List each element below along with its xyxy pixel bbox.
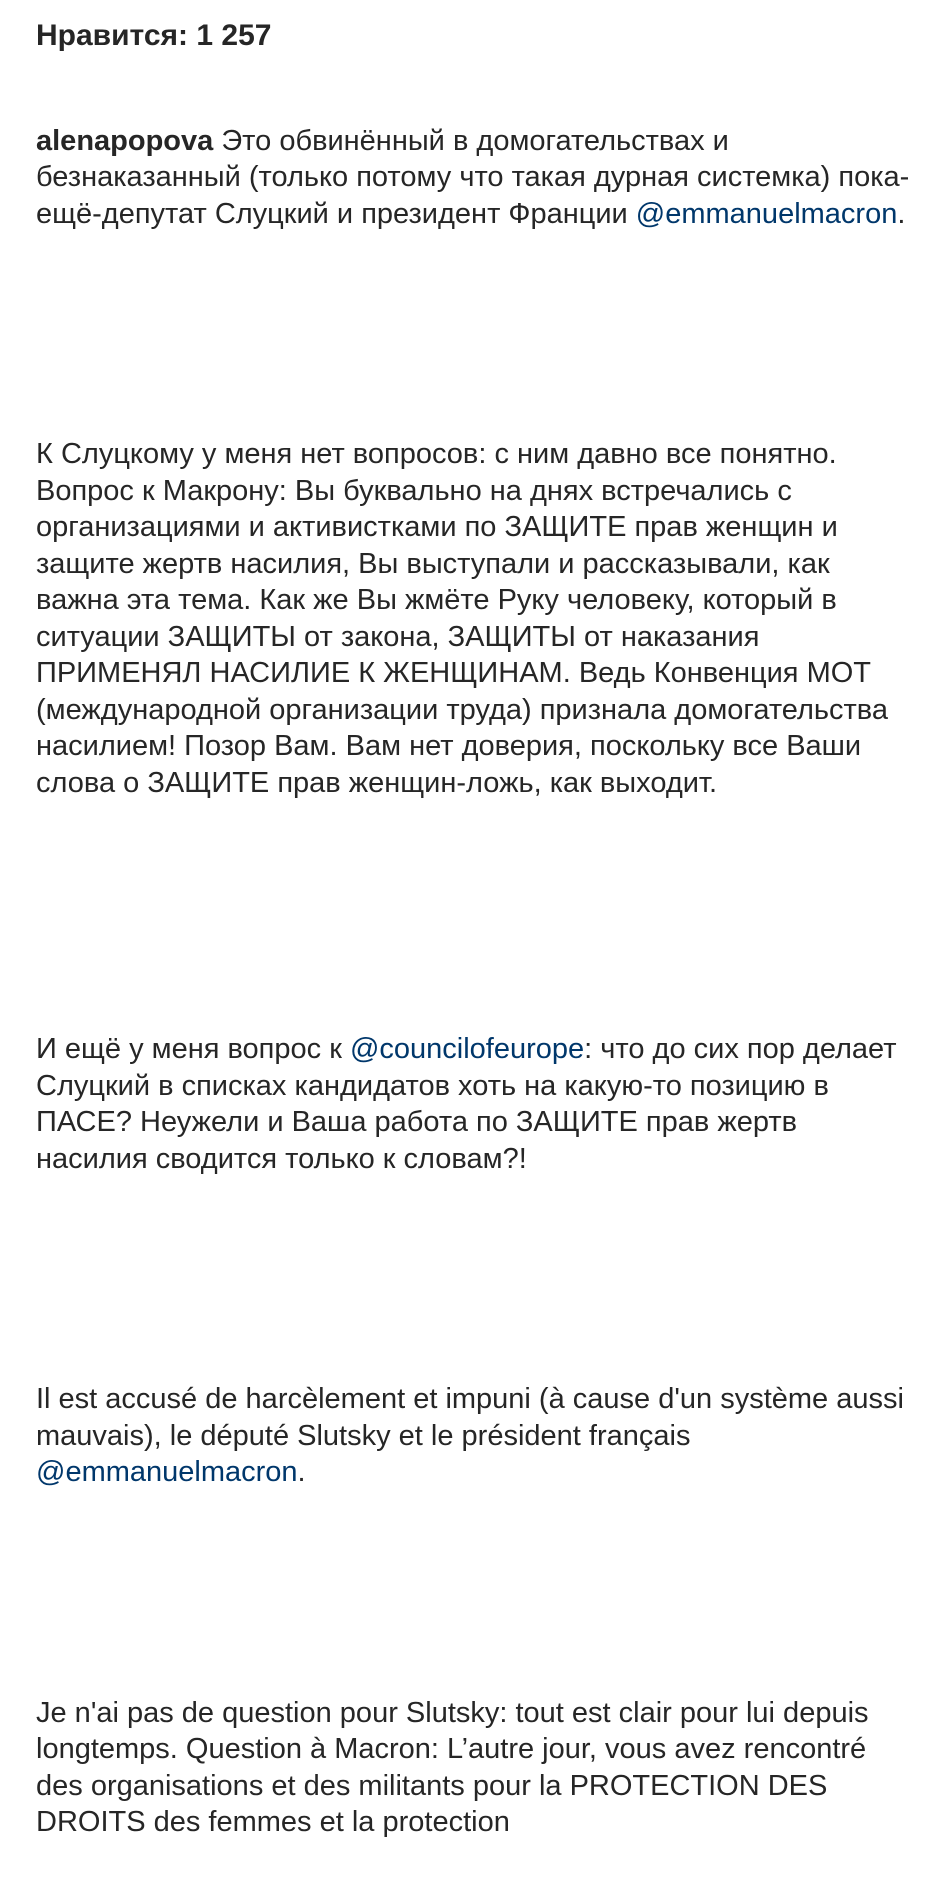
mention-councilofeurope[interactable]: @councilofeurope bbox=[349, 1033, 585, 1065]
caption-text-1b: . bbox=[897, 197, 906, 230]
caption-text-1a: Это обвинённый в домогательствах и безнаказанный (только потому что такая дурная системка) пока-ещё-депутат Слуцкий и президент Франции bbox=[36, 124, 910, 230]
caption-paragraph-2: К Слуцкому у меня нет вопросов: с ним давно все понятно. Вопрос к Макрону: Вы буквально на днях встречались с организациями и активистками по ЗАЩИТЕ прав женщин и защите жертв насилия, Вы выступали и рассказывали, как важна эта тема. Как же Вы жмёте Руку человеку, который в ситуации ЗАЩИТЫ от закона, ЗАЩИТЫ от наказания ПРИМЕНЯЛ НАСИЛИЕ К ЖЕНЩИНАМ. Ведь Конвенция МОТ (международной организации труда) признала домогательства насилием! Позор Вам. Вам нет доверия, поскольку все Ваши слова о ЗАЩИТЕ прав женщин-ложь, как выходит. bbox=[36, 438, 888, 799]
mention-emmanuelmacron-2[interactable]: @emmanuelmacron bbox=[36, 1456, 298, 1488]
author-username[interactable]: alenapopova bbox=[36, 124, 214, 157]
paragraph-spacer bbox=[36, 874, 914, 958]
post-caption bbox=[36, 86, 914, 1877]
caption-paragraph-3 bbox=[36, 1031, 914, 1177]
paragraph-spacer bbox=[36, 1564, 914, 1622]
caption-paragraph-1 bbox=[36, 123, 914, 233]
paragraph-spacer bbox=[36, 1250, 914, 1308]
caption-text-4b: . bbox=[297, 1456, 306, 1488]
caption-paragraph-5: Je n'ai pas de question pour Slutsky: tout est clair pour lui depuis longtemps. Question à Macron: L’autre jour, vous avez rencontré des organisations et des militants pour la PROTECTION DES DROITS des femmes et la protection bbox=[36, 1696, 869, 1838]
paragraph-spacer bbox=[36, 305, 914, 363]
caption-text-3b: : что до сих пор делает Слуцкий в списках кандидатов хоть на какую-то позицию в ПАСЕ? Неужели и Ваша работа по ЗАЩИТЕ прав жертв насилия сводится только к словам?! bbox=[36, 1033, 897, 1175]
likes-count[interactable]: Нравится: 1 257 bbox=[36, 19, 272, 52]
caption-text-4a: Il est accusé de harcèlement et impuni (à cause d'un système aussi mauvais), le député Slutsky et le président français bbox=[36, 1383, 904, 1452]
caption-text-3a: И ещё у меня вопрос к bbox=[36, 1033, 350, 1065]
mention-emmanuelmacron[interactable]: @emmanuelmacron bbox=[635, 197, 898, 230]
caption-paragraph-4 bbox=[36, 1381, 914, 1491]
